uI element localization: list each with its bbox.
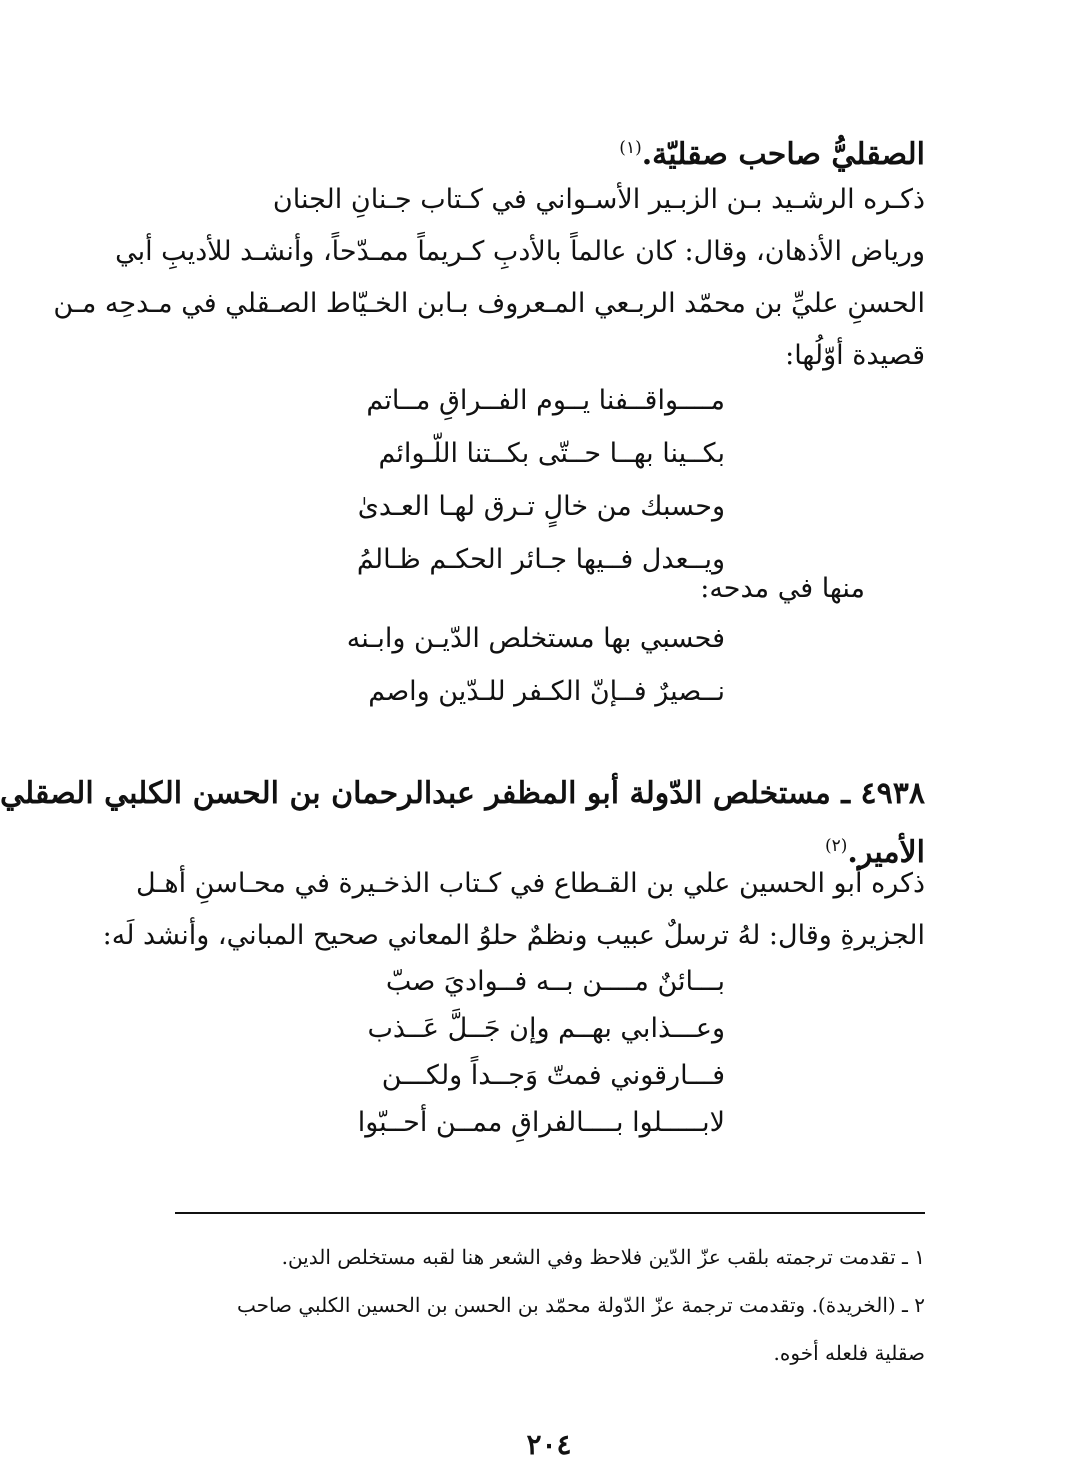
verse-line: بكــينا بهــا حــتّى بكــتنا اللّـوائم	[378, 438, 725, 469]
entry-4938-poem	[345, 958, 725, 1146]
entry-4937-poem-2	[345, 612, 725, 718]
paragraph-line: قصيدة أوّلُها:	[785, 340, 925, 371]
paragraph-line: ورياض الأذهان، وقال: كان عالماً بالأدبِ كـريماً ممـدّحاً، وأنشـد للأديبِ أبي	[115, 236, 925, 267]
entry-4938-heading-line-2-text: الأمير.	[847, 835, 925, 870]
entry-4937-poem	[345, 374, 725, 586]
page-number: ٢٠٤	[526, 1428, 572, 1461]
paragraph-line: الجزيرةِ وقال: لهُ ترسلٌ عبيب ونظمٌ حلوُ المعاني صحيح المباني، وأنشد لَه:	[102, 920, 925, 951]
verse-line: نــصيرٌ فــإنّ الكـفر للـدّين واصم	[368, 676, 725, 707]
paragraph-line: ذكره أبو الحسين علي بن القـطاع في كـتاب الذخـيرة في محـاسنِ أهـل	[135, 868, 925, 899]
footnote-ref-2: (٢)	[825, 836, 848, 856]
footnote-ref-1: (١)	[619, 138, 642, 158]
verse-line: بـــائنٌ مــــن بــه فــواديَ صبّ	[385, 966, 725, 997]
verse-line: لابـــــلوا بــــالفراقِ ممــن أحــبّوا	[357, 1107, 725, 1138]
verse-line: وحسبك من خالٍ تـرق لهـا العـدىٰ	[357, 491, 725, 522]
entry-4937-intro-2	[173, 563, 865, 615]
verse-line: وعـــذابي بهــم وإن جَــلَّ عَــذب	[367, 1013, 725, 1044]
entry-4938-paragraph	[102, 858, 925, 962]
footnote-line: ٢ ـ (الخريدة). وتقدمت ترجمة عزّ الدّولة محمّد بن الحسن بن الحسين الكلبي صاحب	[236, 1293, 925, 1317]
footnote-separator	[175, 1212, 925, 1214]
entry-4938-heading	[0, 768, 925, 872]
verse-line: فحسبي بها مستخلص الدّيـن وابـنه	[346, 623, 725, 654]
verse-line: فـــارقوني فمتّ وَجــداً ولكـــن	[381, 1060, 725, 1091]
paragraph-line: الحسنِ عليِّ بن محمّد الربـعي المـعروف بـابن الخـيّاط الصـقلي في مـدحِه مـن	[53, 288, 925, 319]
verse-line: مــــواقــفنا يــوم الفــراقِ مــاتم	[366, 385, 725, 416]
entry-4938-heading-line-1: ٤٩٣٨ ـ مستخلص الدّولة أبو المظفر عبدالرحمان بن الحسن الكلبي الصقلي	[0, 776, 925, 811]
footnote-line: صقلية فلعله أخوه.	[773, 1341, 925, 1365]
footnotes	[173, 1233, 925, 1377]
verse-line: ويــعدل فــيها جـائر الحكـم ظـالمُ	[356, 544, 725, 575]
paragraph-line: ذكـره الرشـيد بـن الزبـير الأسـواني في كـتاب جـنانِ الجنان	[272, 184, 925, 215]
poem-intro: منها في مدحه:	[700, 573, 865, 604]
entry-4937-title-text: الصقليُّ صاحب صقليّة.	[641, 137, 925, 172]
entry-4937-paragraph	[53, 174, 925, 382]
entry-4937-title	[173, 122, 925, 181]
footnote-line: ١ ـ تقدمت ترجمته بلقب عزّ الدّين فلاحظ وفي الشعر هنا لقبه مستخلص الدين.	[281, 1245, 925, 1269]
